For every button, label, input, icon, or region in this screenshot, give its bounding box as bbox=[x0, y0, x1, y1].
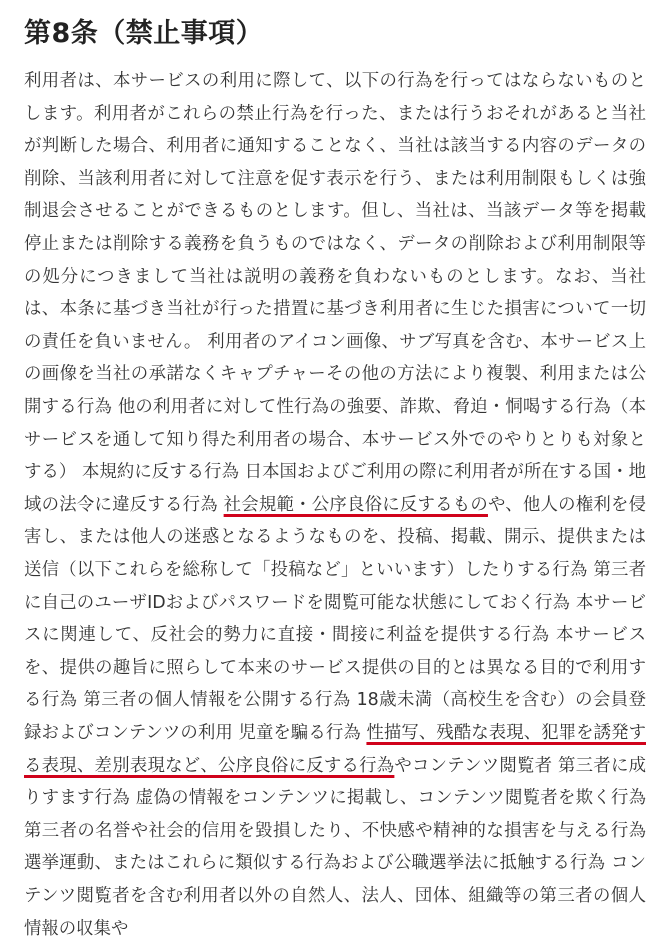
body-segment: 利用者は、本サービスの利用に際して、以下の行為を行ってはならないものとします。利用者がこれらの禁止行為を行った、または行うおそれがあると当社が判断した場合、利用者に通知することなく、当社は該当する内容のデータの削除、当該利用者に対して注意を促す表示を行う、または利用制限もしくは強制退会させることができるものとします。但し、当社は、当該データ等を掲載停止または削除する義務を負うものではなく、データの削除および利用制限等の処分につきまして当社は説明の義務を負わないものとします。なお、当社は、本条に基づき当社が行った措置に基づき利用者に生じた損害について一切の責任を負いません。 利用者のアイコン画像、サブ写真を含む、本サービス上の画像を当社の承諾なくキャプチャーその他の方法により複製、利用または公開する行為 他の利用者に対して性行為の強要、詐欺、脅迫・恫喝する行為（本サービスを通して知り得た利用者の場合、本サービス外でのやりとりも対象とする） 本規約に反する行為 日本国およびご利用の際に利用者が所在する国・地域の法令に違反する行為 bbox=[24, 71, 646, 515]
terms-article bbox=[24, 16, 646, 945]
highlighted-phrase: 性描写、残酷な表現、犯罪を誘発する表現、差別表現など、公序良俗に反する行為 bbox=[24, 722, 646, 776]
body-segment: や、他人の権利を侵害し、または他人の迷惑となるようなものを、投稿、掲載、開示、提供または送信（以下これらを総称して「投稿など」といいます）したりする行為 第三者に自己のユーザIDおよびパスワードを閲覧可能な状態にしておく行為 本サービスに関連して、反社会的勢力に直接・間接に利益を提供する行為 本サービスを、提供の趣旨に照らして本来のサービス提供の目的とは異なる目的で利用する行為 第三者の個人情報を公開する行為 18歳未満（高校生を含む）の会員登録およびコンテンツの利用 児童を騙る行為 bbox=[24, 494, 646, 743]
body-segment: やコンテンツ閲覧者 第三者に成りすます行為 虚偽の情報をコンテンツに掲載し、コンテンツ閲覧者を欺く行為 第三者の名誉や社会的信用を毀損したり、不快感や精神的な損害を与える行為 選挙運動、またはこれらに類似する行為および公職選挙法に抵触する行為 コンテンツ閲覧者を含む利用者以外の自然人、法人、団体、組織等の第三者の個人情報の収集や bbox=[24, 755, 646, 939]
article-body bbox=[24, 65, 646, 945]
highlighted-phrase: 社会規範・公序良俗に反するもの bbox=[223, 494, 488, 515]
article-title: 第8条（禁止事項） bbox=[24, 18, 264, 49]
